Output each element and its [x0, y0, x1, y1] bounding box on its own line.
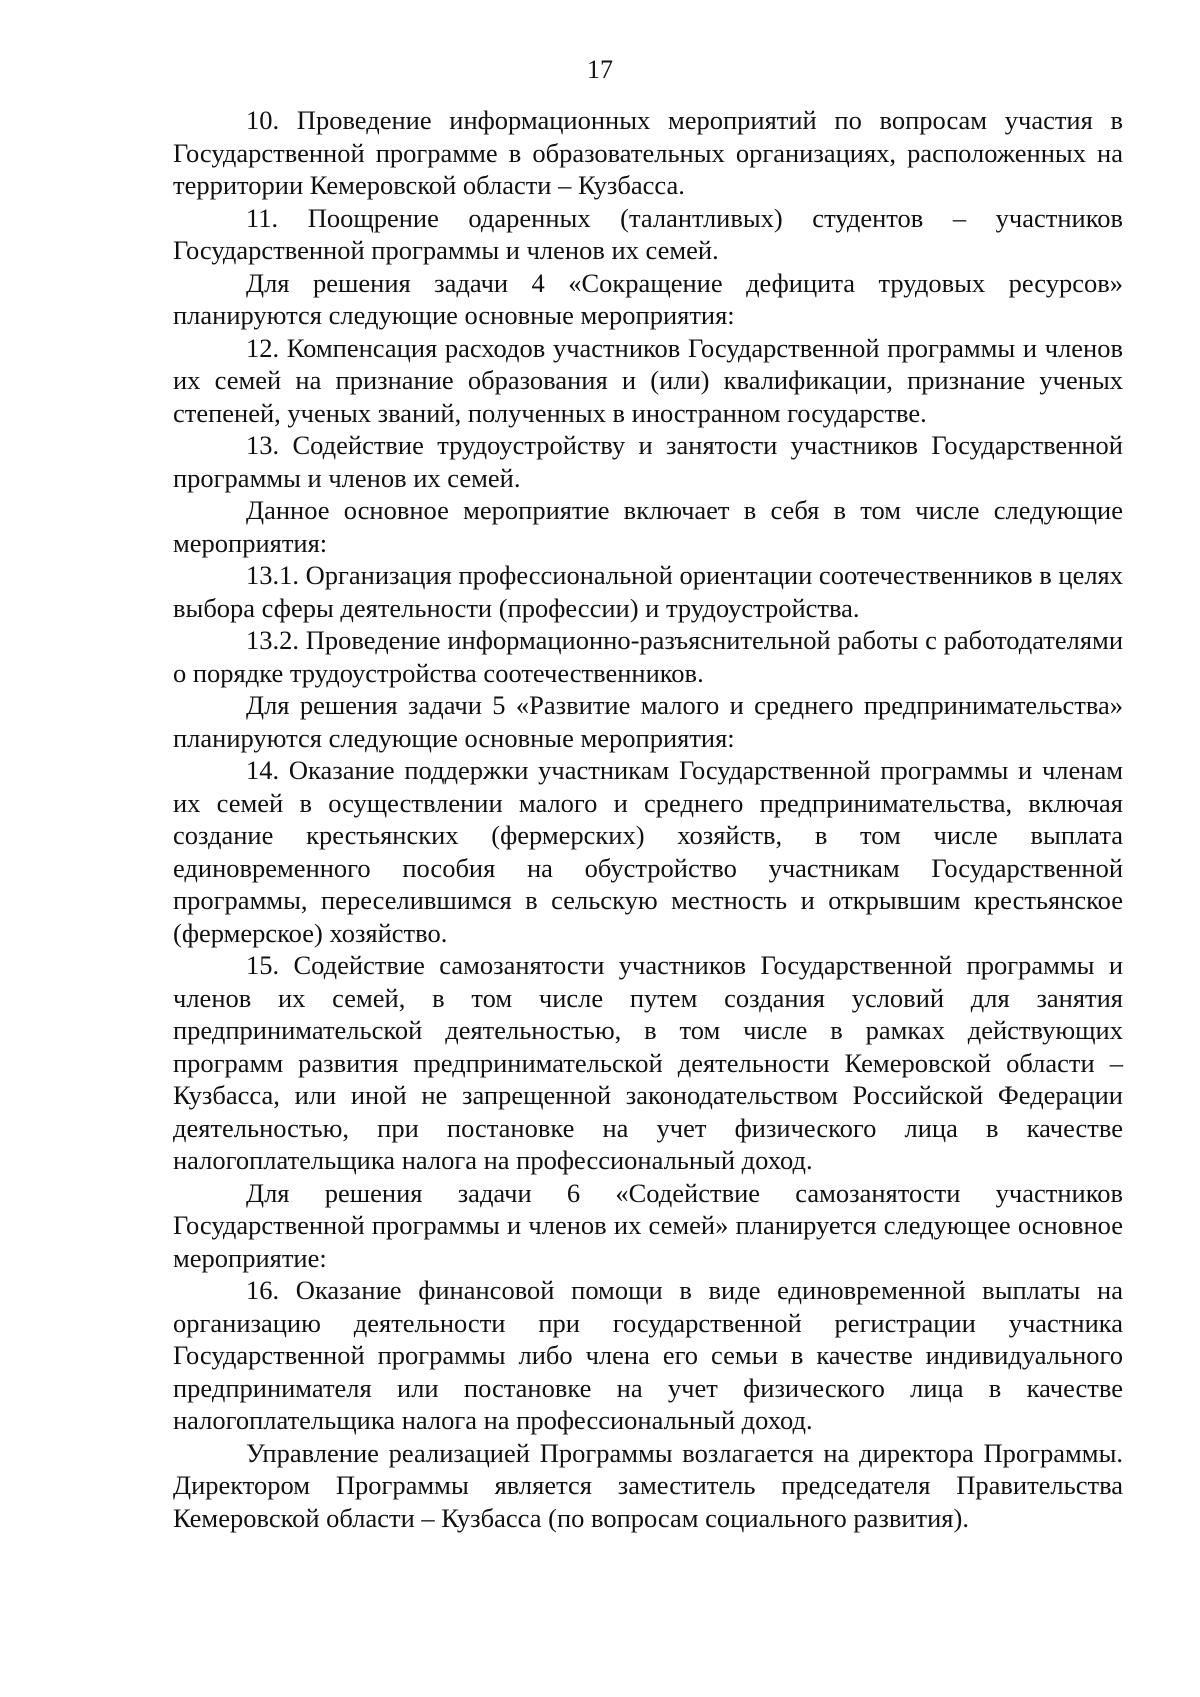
paragraph-item-16: 16. Оказание финансовой помощи в виде единовременной выплаты на организацию деятельности при государственной регистрации участника Государственной программы либо члена его семьи в качестве индивидуального предпринимателя или постановке на учет физического лица в качестве налогоплательщика налога на профессиональный доход.	[173, 1275, 1123, 1435]
paragraph-task-6-intro: Для решения задачи 6 «Содействие самозанятости участников Государственной программы и членов их семей» планируется следующее основное мероприятие:	[173, 1177, 1123, 1273]
paragraph-item-13-2: 13.2. Проведение информационно-разъяснительной работы с работодателями о порядке трудоустройства соотечественников.	[173, 625, 1123, 688]
page-number: 17	[587, 55, 613, 84]
paragraph-task-5-intro: Для решения задачи 5 «Развитие малого и среднего предпринимательства» планируются следующие основные мероприятия:	[173, 690, 1123, 753]
paragraph-program-management: Управление реализацией Программы возлагается на директора Программы. Директором Программы является заместитель председателя Правительства Кемеровской области – Кузбасса (по вопросам социального развития).	[173, 1437, 1123, 1533]
paragraph-item-10: 10. Проведение информационных мероприятий по вопросам участия в Государственной программе в образовательных организациях, расположенных на территории Кемеровской области – Кузбасса.	[173, 105, 1123, 200]
paragraph-item-13-1: 13.1. Организация профессиональной ориентации соотечественников в целях выбора сферы деятельности (профессии) и трудоустройства.	[173, 560, 1123, 623]
paragraph-item-13-intro: Данное основное мероприятие включает в себя в том числе следующие мероприятия:	[173, 495, 1123, 558]
document-body	[173, 104, 1123, 1534]
paragraph-task-4-intro: Для решения задачи 4 «Сокращение дефицита трудовых ресурсов» планируются следующие основные мероприятия:	[173, 267, 1123, 330]
paragraph-item-11: 11. Поощрение одаренных (талантливых) студентов – участников Государственной программы и членов их семей.	[173, 202, 1123, 265]
paragraph-item-14: 14. Оказание поддержки участникам Государственной программы и членам их семей в осуществлении малого и среднего предпринимательства, включая создание крестьянских (фермерских) хозяйств, в том числе выплата единовременного пособия на обустройство участникам Государственной программы, переселившимся в сельскую местность и открывшим крестьянское (фермерское) хозяйство.	[173, 755, 1123, 948]
paragraph-item-12: 12. Компенсация расходов участников Государственной программы и членов их семей на признание образования и (или) квалификации, признание ученых степеней, ученых званий, полученных в иностранном государстве.	[173, 332, 1123, 428]
paragraph-item-13: 13. Содействие трудоустройству и занятости участников Государственной программы и членов их семей.	[173, 430, 1123, 493]
paragraph-item-15: 15. Содействие самозанятости участников Государственной программы и членов их семей, в том числе путем создания условий для занятия предпринимательской деятельностью, в том числе в рамках действующих программ развития предпринимательской деятельности Кемеровской области – Кузбасса, или иной не запрещенной законодательством Российской Федерации деятельностью, при постановке на учет физического лица в качестве налогоплательщика налога на профессиональный доход.	[173, 950, 1123, 1175]
